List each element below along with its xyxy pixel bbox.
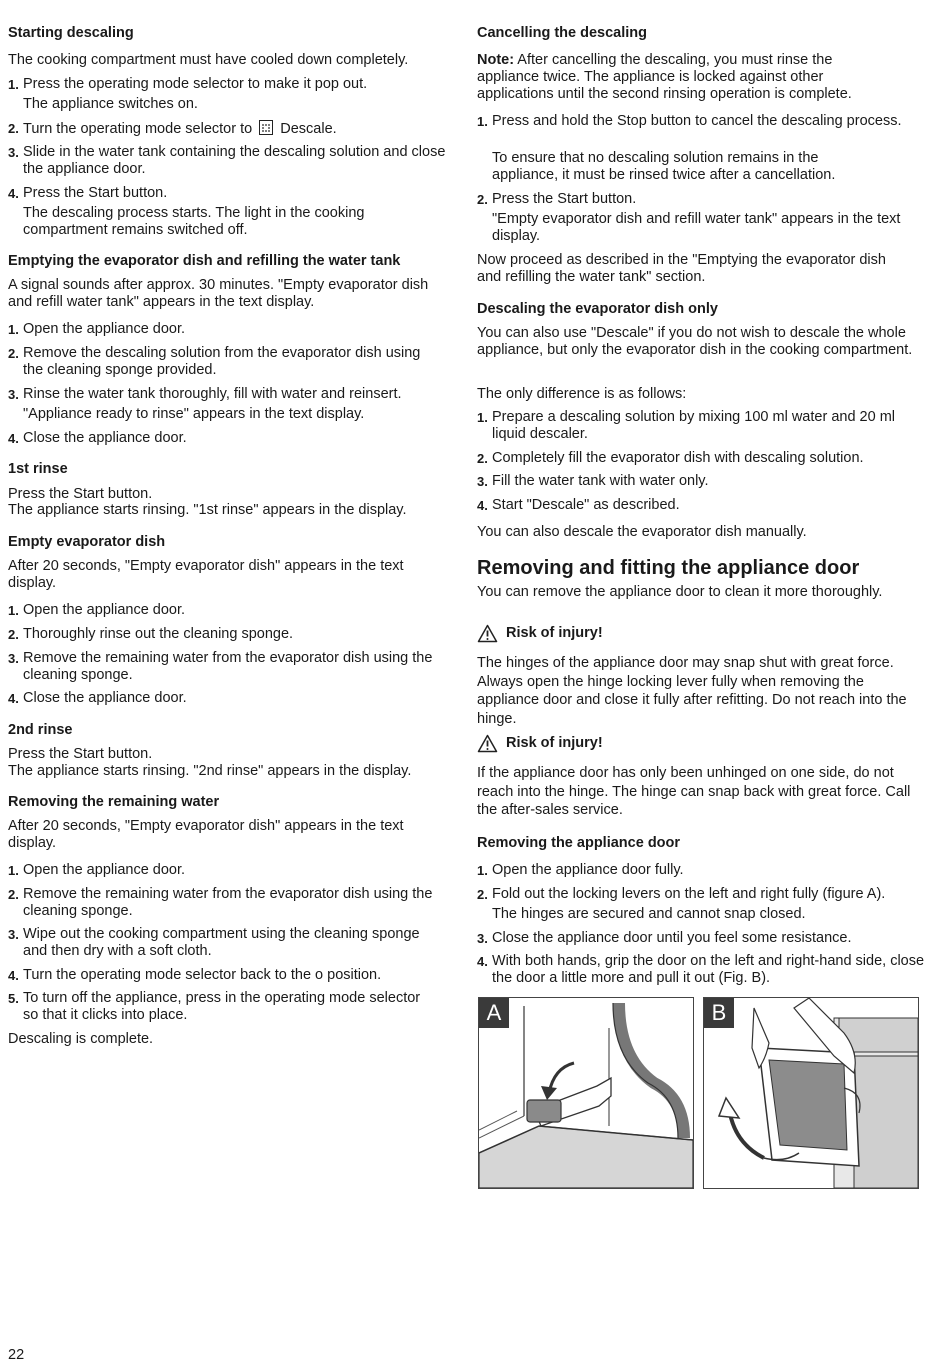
list-item xyxy=(8,321,463,338)
door-removal-illustration xyxy=(704,998,918,1188)
list-item xyxy=(8,345,438,379)
list-item xyxy=(477,191,932,208)
warning-heading xyxy=(477,624,603,643)
step-note: "Appliance ready to rinse" appears in the text display. xyxy=(23,406,365,422)
step-number: 1. xyxy=(8,77,19,92)
step-text: Turn the operating mode selector back to the o position. xyxy=(23,967,382,983)
step-number: 4. xyxy=(477,498,488,513)
step-number: 2. xyxy=(8,346,19,361)
warning-text: If the appliance door has only been unhinged on one side, do not reach into the hinge. The hinge can snap back with great force. Call the after-sales service. xyxy=(477,765,911,818)
step-text: Completely fill the evaporator dish with descaling solution. xyxy=(492,450,864,466)
list-item xyxy=(8,926,433,960)
list-item xyxy=(477,953,937,987)
paragraph: After 20 seconds, "Empty evaporator dish" appears in the text display. xyxy=(8,818,404,851)
list-item xyxy=(8,862,463,879)
step-text: Press and hold the Stop button to cancel the descaling process. xyxy=(492,113,902,129)
hinge-lever-illustration xyxy=(479,998,693,1188)
step-number: 4. xyxy=(8,431,19,446)
list-item xyxy=(8,144,463,178)
step-number: 2. xyxy=(8,887,19,902)
step-text: Rinse the water tank thoroughly, fill with water and reinsert. xyxy=(23,386,402,402)
step-number: 1. xyxy=(477,410,488,425)
step-number: 4. xyxy=(477,954,488,969)
step-number: 3. xyxy=(8,651,19,666)
descale-symbol-icon xyxy=(259,120,273,135)
paragraph: The appliance starts rinsing. "2nd rinse" appears in the display. xyxy=(8,763,412,779)
section-heading: Descaling the evaporator dish only xyxy=(477,301,718,317)
section-heading: 2nd rinse xyxy=(8,722,73,738)
list-item xyxy=(8,386,463,403)
step-text: Close the appliance door. xyxy=(23,690,187,706)
list-item xyxy=(477,886,942,903)
section-heading: Empty evaporator dish xyxy=(8,534,166,550)
figure-label: A xyxy=(479,998,509,1028)
paragraph: Press the Start button. xyxy=(8,486,153,502)
section-heading: Removing the remaining water xyxy=(8,794,220,810)
step-text: Fold out the locking levers on the left and right fully (figure A). xyxy=(492,886,886,902)
paragraph: You can also use "Descale" if you do not wish to descale the whole appliance, but only the evaporator dish in the cooking compartment. xyxy=(477,325,913,358)
step-note: The appliance switches on. xyxy=(23,96,198,112)
figure-b xyxy=(703,997,919,1189)
warning-text: The hinges of the appliance door may snap shut with great force. Always open the hinge locking lever fully when removing the appliance door and close it fully after refitting. Do not reach into the hinge. xyxy=(477,655,907,727)
step-number: 1. xyxy=(8,603,19,618)
step-number: 4. xyxy=(8,691,19,706)
page-number: 22 xyxy=(8,1347,25,1363)
step-number: 2. xyxy=(8,627,19,642)
step-text: Fill the water tank with water only. xyxy=(492,473,709,489)
step-text: Wipe out the cooking compartment using the cleaning sponge and then dry with a soft cloth. xyxy=(23,926,420,959)
step-text: Open the appliance door. xyxy=(23,862,186,878)
list-item xyxy=(477,473,932,490)
warning-triangle-icon xyxy=(477,734,498,753)
paragraph: The appliance starts rinsing. "1st rinse" appears in the display. xyxy=(8,502,407,518)
list-item xyxy=(8,990,433,1024)
section-heading: Removing the appliance door xyxy=(477,835,681,851)
step-text: Press the operating mode selector to make it pop out. xyxy=(23,76,368,92)
paragraph: The cooking compartment must have cooled down completely. xyxy=(8,52,409,68)
warning-title: Risk of injury! xyxy=(506,735,603,751)
step-text: Remove the remaining water from the evaporator dish using the cleaning sponge. xyxy=(23,886,433,919)
paragraph: After 20 seconds, "Empty evaporator dish" appears in the text display. xyxy=(8,558,404,591)
note-text: After cancelling the descaling, you must rinse the appliance twice. The appliance is locked against other applications until the second rinsing operation is complete. xyxy=(477,52,852,102)
step-number: 1. xyxy=(8,322,19,337)
paragraph: You can also descale the evaporator dish manually. xyxy=(477,524,807,540)
step-number: 2. xyxy=(477,887,488,902)
step-note: The hinges are secured and cannot snap closed. xyxy=(492,906,806,922)
step-text: Open the appliance door fully. xyxy=(492,862,684,878)
list-item xyxy=(8,430,463,447)
step-text: Slide in the water tank containing the descaling solution and close the appliance door. xyxy=(23,144,446,177)
list-item xyxy=(8,602,463,619)
step-number: 4. xyxy=(8,968,19,983)
list-item xyxy=(477,113,912,130)
step-number: 1. xyxy=(477,863,488,878)
warning-title: Risk of injury! xyxy=(506,625,603,641)
paragraph: Press the Start button. xyxy=(8,746,153,762)
step-number: 3. xyxy=(8,387,19,402)
list-item xyxy=(8,626,463,643)
list-item xyxy=(8,690,463,707)
step-text: To turn off the appliance, press in the operating mode selector so that it clicks into place. xyxy=(23,990,421,1023)
paragraph: A signal sounds after approx. 30 minutes. "Empty evaporator dish and refill water tank" appears in the text display. xyxy=(8,277,429,310)
section-starting-descaling xyxy=(8,25,456,42)
list-item xyxy=(477,862,932,879)
step-text: Press the Start button. xyxy=(23,185,168,201)
step-text: With both hands, grip the door on the left and right-hand side, close the door a little more and pull it out (Fig. B). xyxy=(492,953,925,986)
step-text: Descale. xyxy=(280,121,337,137)
step-number: 2. xyxy=(477,451,488,466)
warning-triangle-icon xyxy=(477,624,498,643)
section-heading: Cancelling the descaling xyxy=(477,25,648,41)
section-heading: Starting descaling xyxy=(8,25,134,41)
note-paragraph xyxy=(477,52,897,103)
step-text: Remove the remaining water from the evaporator dish using the cleaning sponge. xyxy=(23,650,433,683)
step-text: Prepare a descaling solution by mixing 100 ml water and 20 ml liquid descaler. xyxy=(492,409,895,442)
step-text: Open the appliance door. xyxy=(23,602,186,618)
warning-heading xyxy=(477,734,603,753)
list-item xyxy=(8,120,463,138)
list-item xyxy=(8,886,463,920)
list-item xyxy=(477,450,937,467)
figure-label: B xyxy=(704,998,734,1028)
section-heading: 1st rinse xyxy=(8,461,68,477)
chapter-heading: Removing and fitting the appliance door xyxy=(477,557,860,579)
step-number: 1. xyxy=(8,863,19,878)
step-number: 3. xyxy=(8,927,19,942)
step-text: Thoroughly rinse out the cleaning sponge. xyxy=(23,626,294,642)
list-item xyxy=(8,967,463,984)
step-note: "Empty evaporator dish and refill water tank" appears in the text display. xyxy=(492,211,901,244)
step-number: 2. xyxy=(477,192,488,207)
note-label: Note: xyxy=(477,52,515,68)
list-item xyxy=(8,650,463,684)
paragraph: Now proceed as described in the "Emptying the evaporator dish and refilling the water tank" section. xyxy=(477,252,886,285)
step-note: To ensure that no descaling solution remains in the appliance, it must be rinsed twice after a cancellation. xyxy=(492,150,836,183)
step-number: 3. xyxy=(477,474,488,489)
list-item xyxy=(477,930,932,947)
step-number: 1. xyxy=(477,114,488,129)
list-item xyxy=(8,76,463,93)
paragraph: Descaling is complete. xyxy=(8,1031,154,1047)
step-number: 5. xyxy=(8,991,19,1006)
list-item xyxy=(477,497,932,514)
step-number: 3. xyxy=(8,145,19,160)
step-number: 3. xyxy=(477,931,488,946)
step-text: Press the Start button. xyxy=(492,191,637,207)
step-text: Open the appliance door. xyxy=(23,321,186,337)
step-text: Turn the operating mode selector to xyxy=(23,121,253,137)
step-number: 4. xyxy=(8,186,19,201)
paragraph: The only difference is as follows: xyxy=(477,386,687,402)
step-text: Close the appliance door until you feel some resistance. xyxy=(492,930,852,946)
list-item xyxy=(8,185,463,202)
section-heading: Emptying the evaporator dish and refilling the water tank xyxy=(8,253,401,269)
step-note: The descaling process starts. The light in the cooking compartment remains switched off. xyxy=(23,205,365,238)
figure-a xyxy=(478,997,694,1189)
step-text: Remove the descaling solution from the evaporator dish using the cleaning sponge provided. xyxy=(23,345,421,378)
paragraph: You can remove the appliance door to clean it more thoroughly. xyxy=(477,584,883,600)
step-text: Start "Descale" as described. xyxy=(492,497,680,513)
step-number: 2. xyxy=(8,121,19,136)
step-text: Close the appliance door. xyxy=(23,430,187,446)
list-item xyxy=(477,409,922,443)
